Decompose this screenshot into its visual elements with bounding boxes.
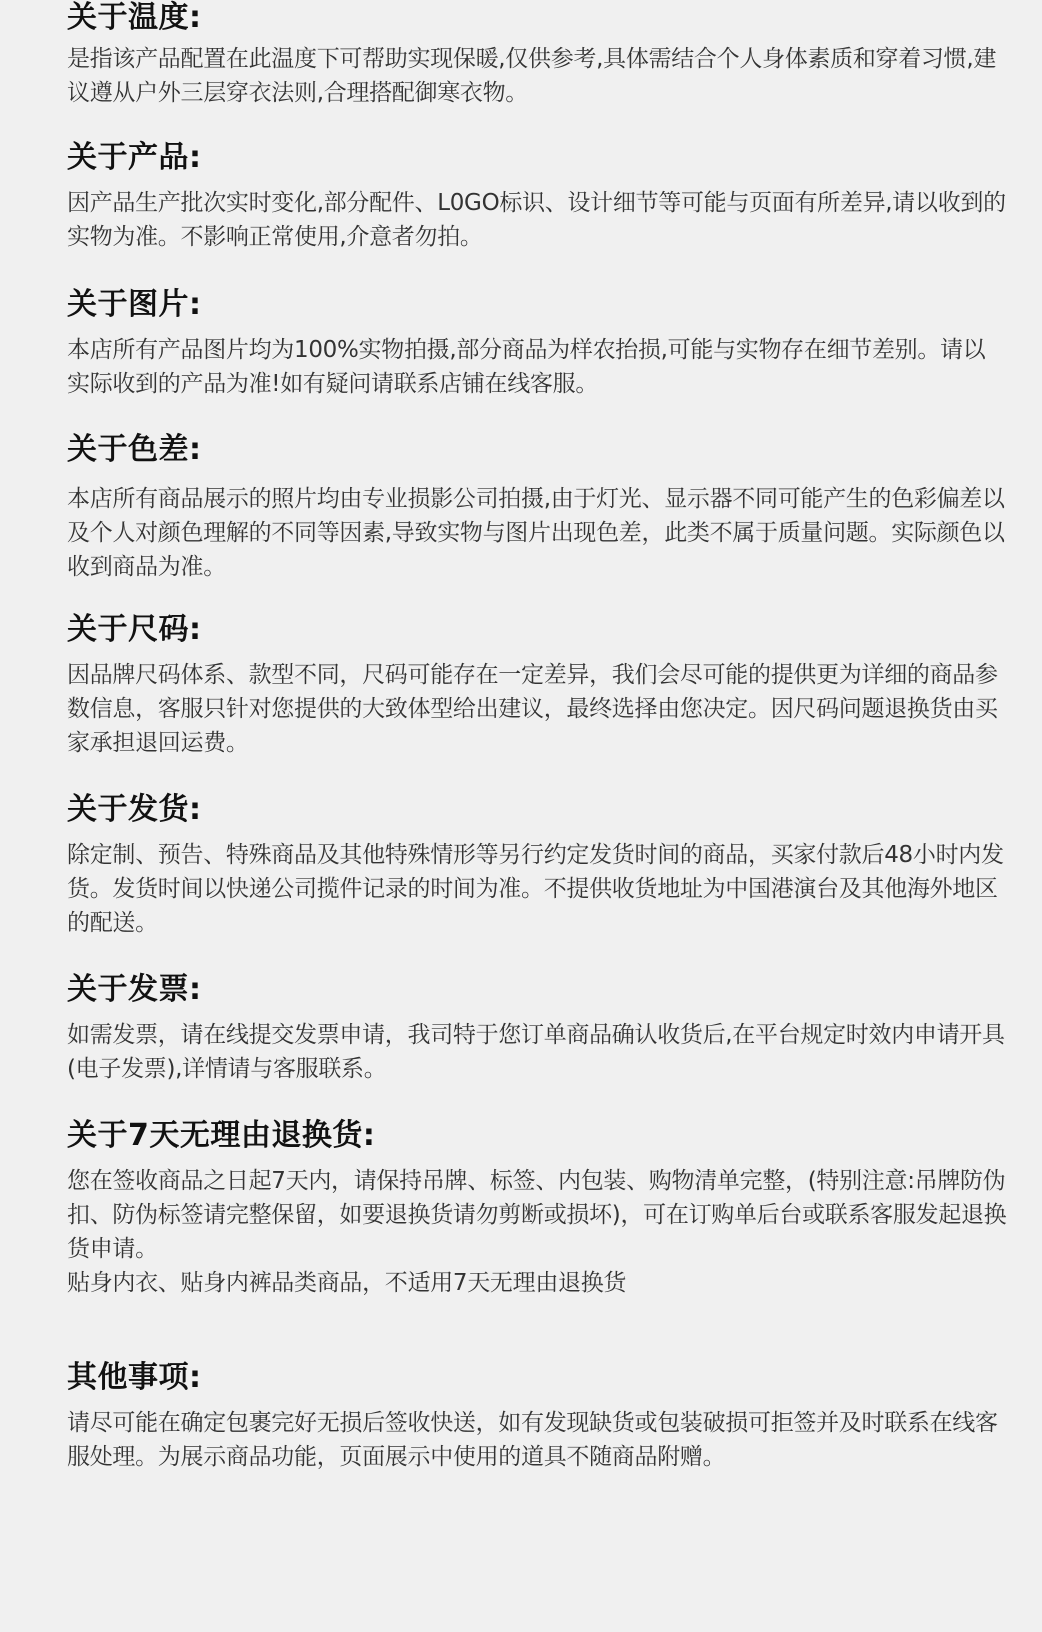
section-images bbox=[67, 287, 1007, 401]
section-paragraph: 是指该产品配置在此温度下可帮助实现保暖,仅供参考,具体需结合个人身体素质和穿着习惯,建议遵从户外三层穿衣法则,合理搭配御寒衣物。 bbox=[67, 46, 997, 106]
section-title: 关于发货: bbox=[67, 792, 202, 827]
section-paragraph: 本店所有产品图片均为100%实物拍摄,部分商品为样农抬损,可能与实物存在细节差别。请以实际收到的产品为准!如有疑问请联系店铺在线客服。 bbox=[67, 337, 986, 397]
section-title: 关于图片: bbox=[67, 287, 202, 322]
section-body bbox=[67, 333, 1007, 401]
section-returns bbox=[67, 1118, 1007, 1300]
section-size bbox=[67, 612, 1007, 760]
section-body bbox=[67, 1406, 1007, 1474]
section-paragraph: 因产品生产批次实时变化,部分配件、L0GO标识、设计细节等可能与页面有所差异,请以收到的实物为准。不影响正常使用,介意者勿拍。 bbox=[67, 190, 1006, 250]
section-other bbox=[67, 1360, 1007, 1474]
section-body bbox=[67, 658, 1007, 760]
section-body bbox=[67, 1018, 1007, 1086]
section-temperature bbox=[67, 0, 1007, 110]
section-title: 关于尺码: bbox=[67, 612, 202, 647]
section-title: 关于7天无理由退换货: bbox=[67, 1118, 376, 1153]
section-title: 其他事项: bbox=[67, 1360, 202, 1395]
section-paragraph: 本店所有商品展示的照片均由专业损影公司拍摄,由于灯光、显示器不同可能产生的色彩偏差以及个人对颜色理解的不同等因素,导致实物与图片出现色差，此类不属于质量问题。实际颜色以收到商品为准。 bbox=[67, 486, 1005, 580]
section-body bbox=[67, 1164, 1007, 1300]
section-product bbox=[67, 140, 1007, 254]
section-paragraph: 除定制、预告、特殊商品及其他特殊情形等另行约定发货时间的商品，买家付款后48小时内发货。发货时间以快递公司揽件记录的时间为准。不提供收货地址为中国港演台及其他海外地区的配送。 bbox=[67, 842, 1004, 936]
section-title: 关于产品: bbox=[67, 140, 202, 175]
section-paragraph: 如需发票，请在线提交发票申请，我司特于您订单商品确认收货后,在平台规定时效内申请开具(电子发票),详情请与客服联系。 bbox=[67, 1022, 1005, 1082]
section-paragraph: 因品牌尺码体系、款型不同，尺码可能存在一定差异，我们会尽可能的提供更为详细的商品参数信息，客服只针对您提供的大致体型给出建议，最终选择由您决定。因尺码问题退换货由买家承担退回运费。 bbox=[67, 662, 998, 756]
section-body bbox=[67, 42, 1007, 110]
section-title: 关于发票: bbox=[67, 972, 202, 1007]
section-paragraph: 贴身内衣、贴身内裤品类商品，不适用7天无理由退换货 bbox=[67, 1270, 627, 1296]
section-color bbox=[67, 432, 1007, 584]
section-paragraph: 请尽可能在确定包裹完好无损后签收快送，如有发现缺货或包装破损可拒签并及时联系在线客服处理。为展示商品功能，页面展示中使用的道具不随商品附赠。 bbox=[67, 1410, 998, 1470]
section-shipping bbox=[67, 792, 1007, 940]
section-body bbox=[67, 482, 1007, 584]
section-invoice bbox=[67, 972, 1007, 1086]
section-body bbox=[67, 838, 1007, 940]
section-body bbox=[67, 186, 1007, 254]
section-title: 关于色差: bbox=[67, 432, 202, 467]
section-title: 关于温度: bbox=[67, 0, 202, 35]
section-paragraph: 您在签收商品之日起7天内，请保持吊牌、标签、内包装、购物清单完整，(特别注意:吊牌防伪扣、防伪标签请完整保留，如要退换货请勿剪断或损坏)，可在订购单后台或联系客服发起退换货申请。 bbox=[67, 1168, 1007, 1262]
